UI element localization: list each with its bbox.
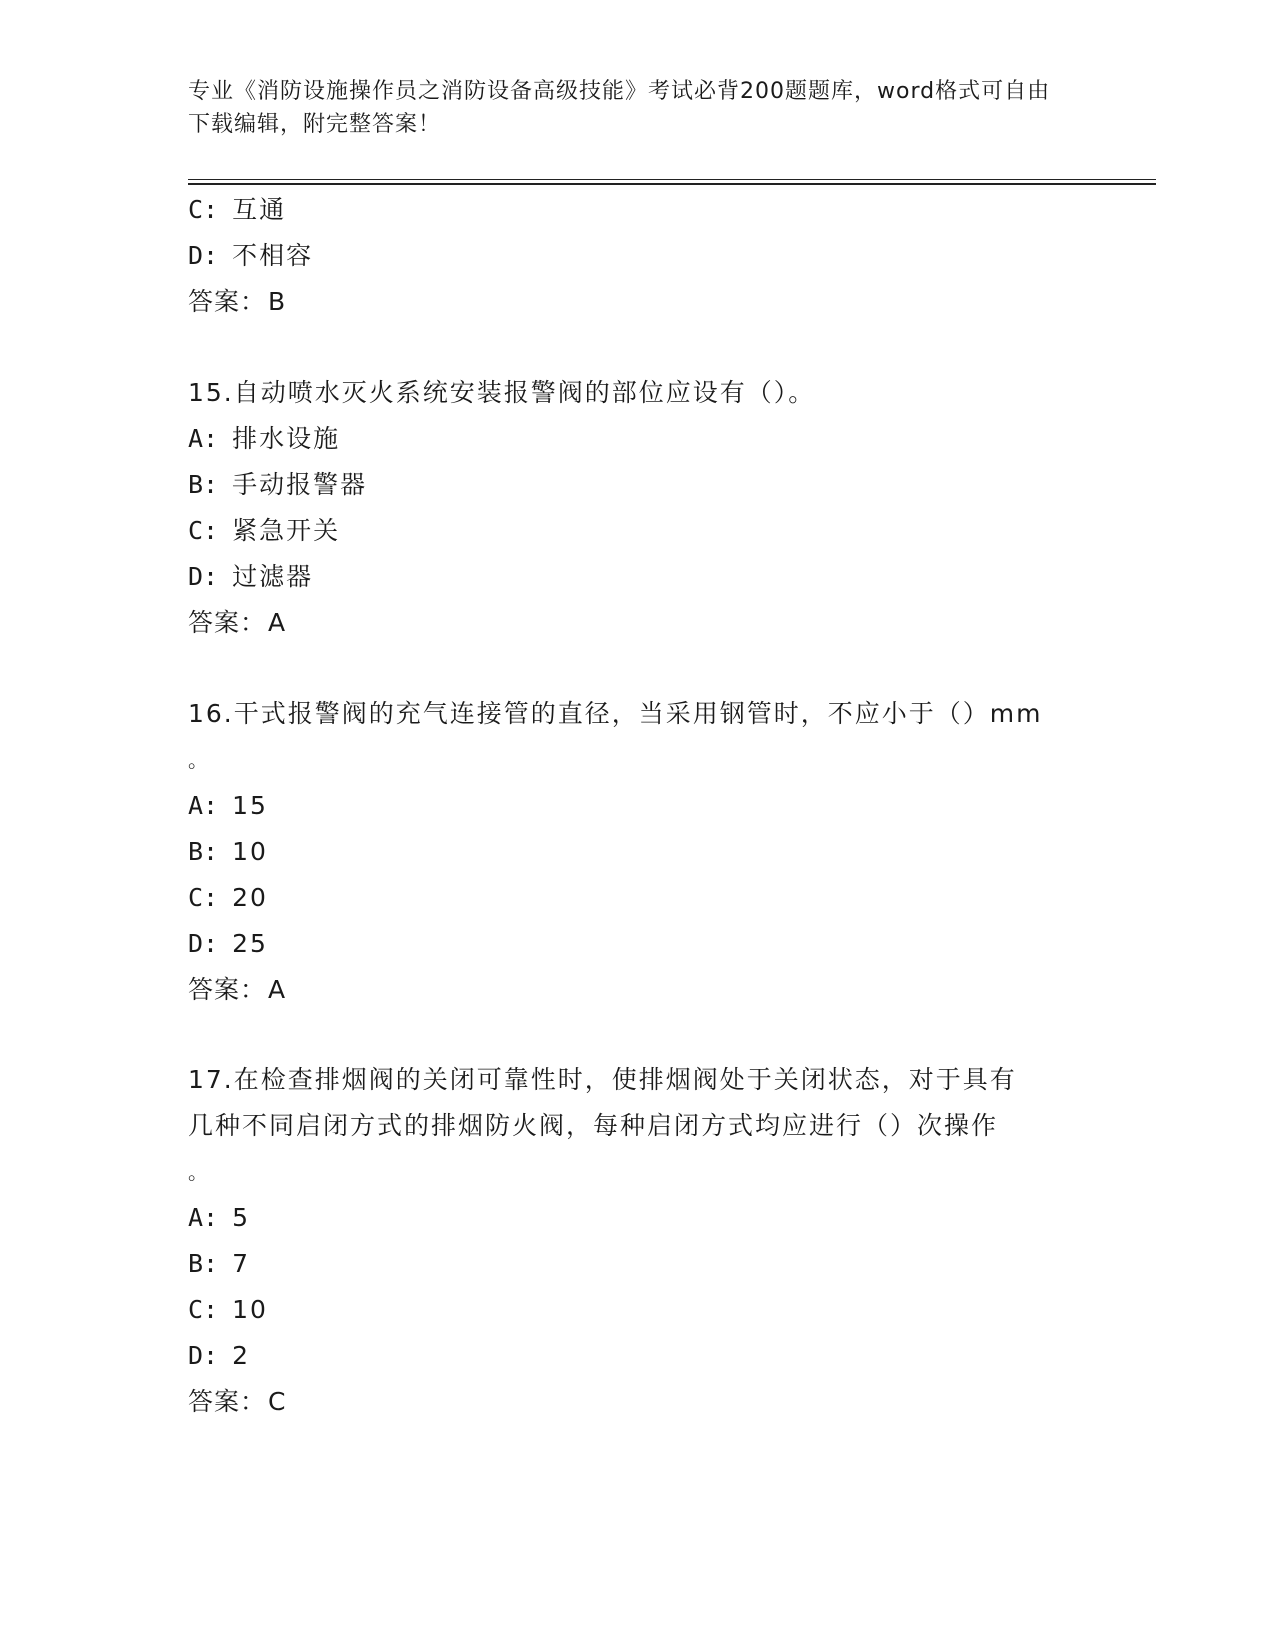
answer-value: A [268,608,287,637]
option-text: 15 [232,791,268,820]
option-label: C: [188,516,219,545]
option-label: D: [188,241,219,270]
option-text: 20 [232,883,268,912]
question-16-text-end: 。 [188,748,210,772]
option-text: 排水设施 [232,424,341,453]
answer-label: 答案： [188,1387,267,1416]
option-c [188,882,268,914]
document-header: 专业《消防设施操作员之消防设备高级技能》考试必背200题题库，word格式可自由下载编辑，附完整答案！ [188,79,1051,137]
option-label: A: [188,424,219,453]
option-c [188,194,286,226]
option-label: C: [188,883,219,912]
option-b [188,1248,250,1280]
option-text: 紧急开关 [232,516,341,545]
option-text: 5 [232,1203,251,1232]
option-a [188,423,340,455]
option-text: 手动报警器 [232,470,368,499]
option-d [188,561,313,593]
header-divider-thick [188,183,1156,185]
option-text: 2 [232,1341,251,1370]
option-b [188,836,268,868]
option-text: 不相容 [232,241,314,270]
answer-value: A [268,975,287,1004]
answer-label: 答案： [188,287,267,316]
option-label: B: [188,837,219,866]
option-label: C: [188,195,219,224]
answer-line [188,1386,286,1418]
option-label: B: [188,470,219,499]
option-label: A: [188,791,219,820]
option-d [188,240,313,272]
answer-label: 答案： [188,975,267,1004]
option-label: D: [188,1341,219,1370]
header-divider-thin [188,179,1156,180]
question-17-text-cont: 几种不同启闭方式的排烟防火阀，每种启闭方式均应进行（）次操作 [188,1111,999,1140]
option-d [188,928,268,960]
question-17-text: 17.在检查排烟阀的关闭可靠性时，使排烟阀处于关闭状态，对于具有 [188,1065,1017,1094]
option-label: C: [188,1295,219,1324]
option-label: D: [188,929,219,958]
option-b [188,469,367,501]
answer-line [188,974,286,1006]
answer-label: 答案： [188,608,267,637]
option-a [188,790,268,822]
option-text: 10 [232,1295,268,1324]
option-label: D: [188,562,219,591]
answer-line [188,286,286,318]
option-d [188,1340,250,1372]
option-text: 7 [232,1249,251,1278]
option-text: 过滤器 [232,562,314,591]
question-15-text: 15.自动喷水灭火系统安装报警阀的部位应设有（）。 [188,378,816,407]
option-text: 25 [232,929,268,958]
option-label: B: [188,1249,219,1278]
question-16-text: 16.干式报警阀的充气连接管的直径，当采用钢管时，不应小于（）mm [188,699,1043,728]
option-c [188,515,340,547]
option-label: A: [188,1203,219,1232]
option-text: 10 [232,837,268,866]
option-c [188,1294,268,1326]
option-a [188,1202,250,1234]
answer-line [188,607,286,639]
option-text: 互通 [232,195,287,224]
answer-value: C [268,1387,287,1416]
question-17-text-end: 。 [188,1160,210,1184]
answer-value: B [268,287,287,316]
